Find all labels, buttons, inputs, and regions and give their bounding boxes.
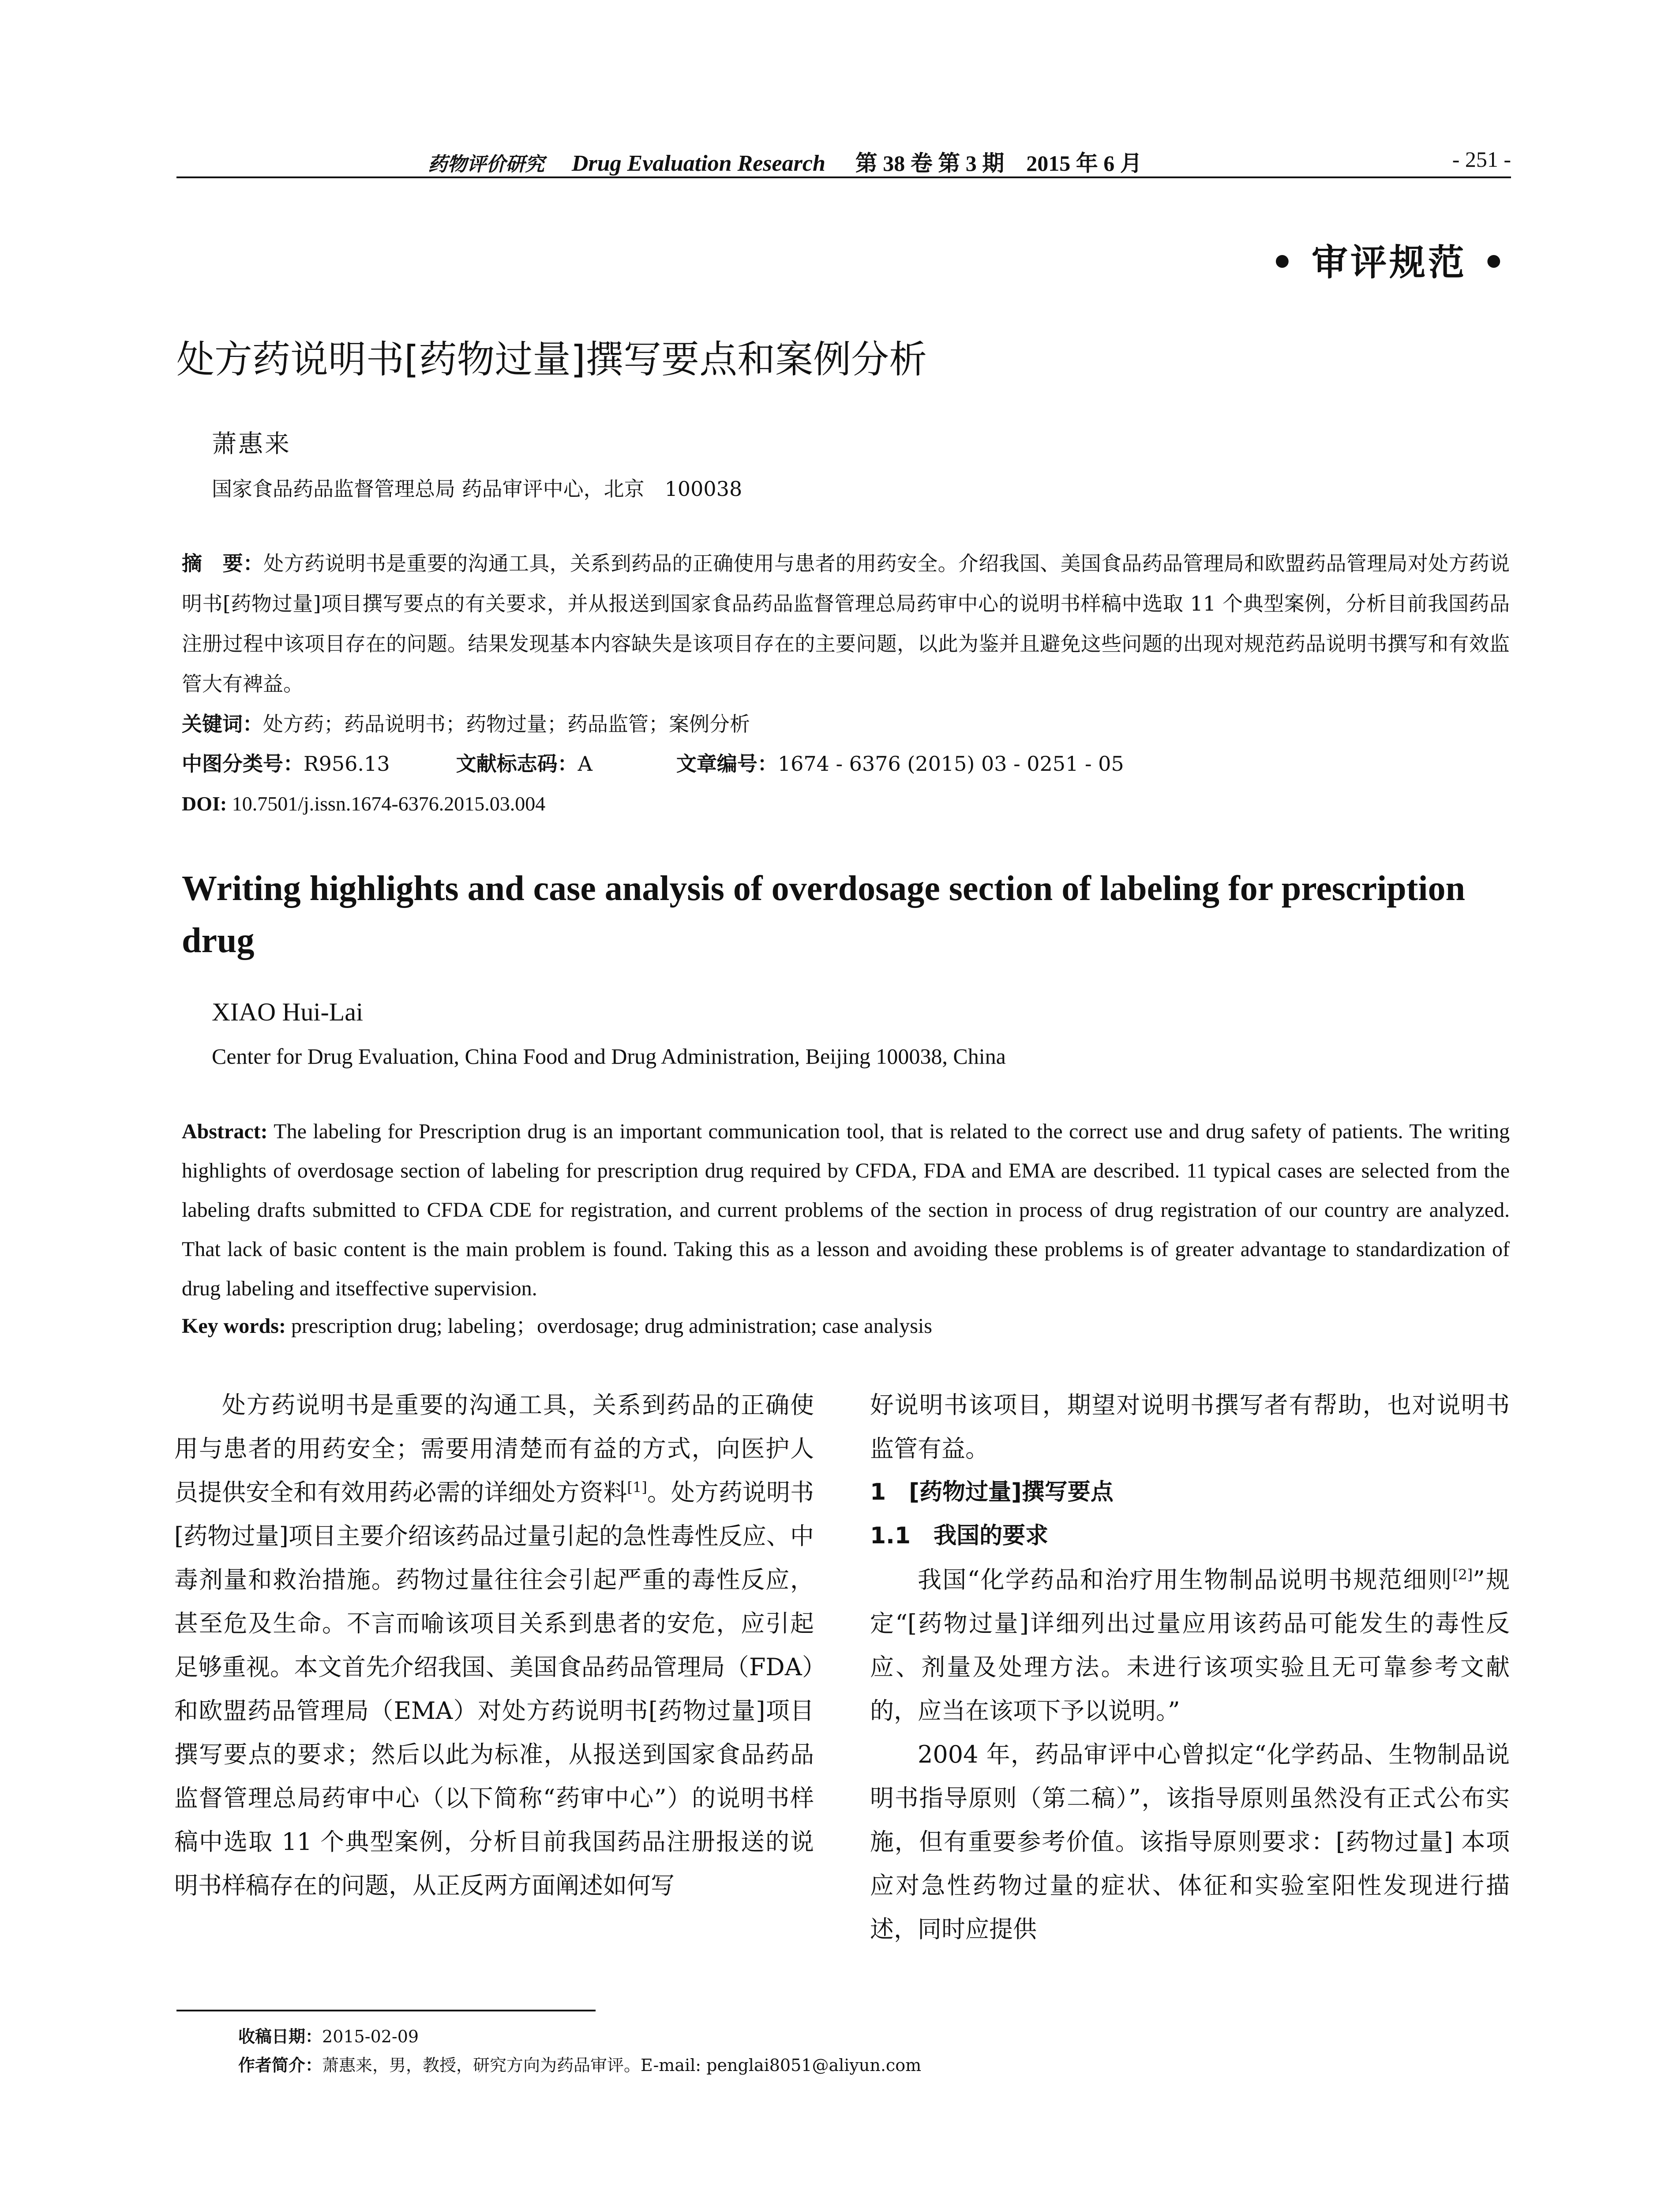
en-abstract xyxy=(182,1112,1510,1308)
journal-name: Drug Evaluation Research xyxy=(571,151,825,176)
cn-keywords-text: 处方药；药品说明书；药物过量；药品监管；案例分析 xyxy=(263,712,750,736)
clc-value: R956.13 xyxy=(304,752,390,776)
article-no-value: 1674 - 6376 (2015) 03 - 0251 - 05 xyxy=(777,752,1124,776)
en-author: XIAO Hui-Lai xyxy=(212,998,364,1026)
cn-abstract-text: 处方药说明书是重要的沟通工具，关系到药品的正确使用与患者的用药安全。介绍我国、美国食品药品管理局和欧盟药品管理局对处方药说明书[药物过量]项目撰写要点的有关要求，并从报送到国家食品药品监督管理总局药审中心的说明书样稿中选取 11 个典型案例，分析目前我国药品注册过程中该项目存在的问题。结果发现基本内容缺失是该项目存在的主要问题，以此为鉴并且避免这些问题的出现对规范药品说明书撰写和有效监管大有裨益。 xyxy=(182,552,1510,696)
en-abstract-text: The labeling for Prescription drug is an important communication tool, that is related to the correct use and drug safety of patients. The writing highlights of overdosage section of labeling for prescription drug required by CFDA, FDA and EMA are described. 11 typical cases are selected from the labeling drafts submitted to CFDA CDE for registration, and current problems of the section in process of drug registration of our country are analyzed. That lack of basic content is the main problem is found. Taking this as a lesson and avoiding these problems is of greater advantage to standardization of drug labeling and itseffective supervision. xyxy=(182,1120,1510,1300)
cn-keywords-label: 关键词： xyxy=(182,712,263,736)
doi-label: DOI: xyxy=(182,792,227,815)
body-paragraph: 处方药说明书是重要的沟通工具，关系到药品的正确使用与患者的用药安全；需要用清楚而有益的方式，向医护人员提供安全和有效用药必需的详细处方资料[1]。处方药说明书[药物过量]项目主要介绍该药品过量引起的急性毒性反应、中毒剂量和救治措施。药物过量往往会引起严重的毒性反应，甚至危及生命。不言而喻该项目关系到患者的安危，应引起足够重视。本文首先介绍我国、美国食品药品管理局（FDA）和欧盟药品管理局（EMA）对处方药说明书[药物过量]项目撰写要点的要求；然后以此为标准，从报送到国家食品药品监督管理总局药审中心（以下简称“药审中心”）的说明书样稿中选取 11 个典型案例，分析目前我国药品注册报送的说明书样稿存在的问题，从正反两方面阐述如何写 xyxy=(174,1391,814,1899)
page-number: - 251 - xyxy=(1452,147,1511,172)
doi-value: 10.7501/j.issn.1674-6376.2015.03.004 xyxy=(227,792,546,815)
body-paragraph: 2004 年，药品审评中心曾拟定“化学药品、生物制品说明书指导原则（第二稿）”，该指导原则虽然没有正式公布实施，但有重要参考价值。该指导原则要求：[药物过量] 本项应对急性药物过量的症状、体征和实验室阳性发现进行描述，同时应提供 xyxy=(870,1741,1510,1943)
cn-abstract-label: 摘 要： xyxy=(182,552,264,575)
doc-code-label: 文献标志码： xyxy=(456,752,578,776)
body-paragraph: 好说明书该项目，期望对说明书撰写者有帮助，也对说明书监管有益。 xyxy=(870,1391,1510,1463)
footnote-rule xyxy=(176,2010,596,2011)
header-rule xyxy=(176,176,1511,178)
cn-abstract xyxy=(182,544,1510,704)
en-keywords xyxy=(182,1309,932,1339)
cn-title: 处方药说明书[药物过量]撰写要点和案例分析 xyxy=(176,338,927,382)
header-journal-info xyxy=(428,146,1142,177)
issue-info: 第 38 卷 第 3 期 2015 年 6 月 xyxy=(855,151,1142,176)
en-keywords-text: prescription drug; labeling；overdosage; drug administration; case analysis xyxy=(285,1314,932,1338)
section-tag: • 审评规范 • xyxy=(1271,241,1508,284)
clc-label: 中图分类号： xyxy=(182,752,304,776)
en-affiliation: Center for Drug Evaluation, China Food and Drug Administration, Beijing 100038, China xyxy=(212,1044,1006,1069)
article-no-label: 文章编号： xyxy=(676,752,778,776)
section-heading: 1 [药物过量]撰写要点 xyxy=(870,1479,1114,1505)
citation-ref[interactable]: [1] xyxy=(627,1479,647,1496)
footnote-author: 作者简介：萧惠来，男，教授，研究方向为药品审评。E-mail: penglai8051@aliyun.com xyxy=(238,2056,922,2075)
doc-code-value: A xyxy=(578,752,592,776)
doi xyxy=(182,784,1510,824)
journal-logo: 药物评价研究 xyxy=(428,153,544,176)
cn-classification xyxy=(182,744,1510,784)
subsection-heading: 1.1 我国的要求 xyxy=(870,1523,1049,1549)
cn-keywords xyxy=(182,704,1510,744)
cn-author: 萧惠来 xyxy=(212,430,291,458)
body-right-column xyxy=(870,1383,1510,1951)
running-header xyxy=(176,140,1511,180)
en-title: Writing highlights and case analysis of overdosage section of labeling for prescription drug xyxy=(182,869,1466,960)
en-keywords-label: Key words: xyxy=(182,1314,286,1338)
cn-affiliation: 国家食品药品监督管理总局 药品审评中心，北京 100038 xyxy=(212,477,742,501)
citation-ref[interactable]: [2] xyxy=(1452,1566,1473,1583)
en-abstract-label: Abstract: xyxy=(182,1120,268,1143)
footnote-received: 收稿日期：2015-02-09 xyxy=(238,2027,419,2046)
body-paragraph: 我国“化学药品和治疗用生物制品说明书规范细则[2]”规定“[药物过量]详细列出过量应用该药品可能发生的毒性反应、剂量及处理方法。未进行该项实验且无可靠参考文献的，应当在该项下予以说明。” xyxy=(870,1566,1510,1725)
body-left-column xyxy=(174,1383,814,1907)
